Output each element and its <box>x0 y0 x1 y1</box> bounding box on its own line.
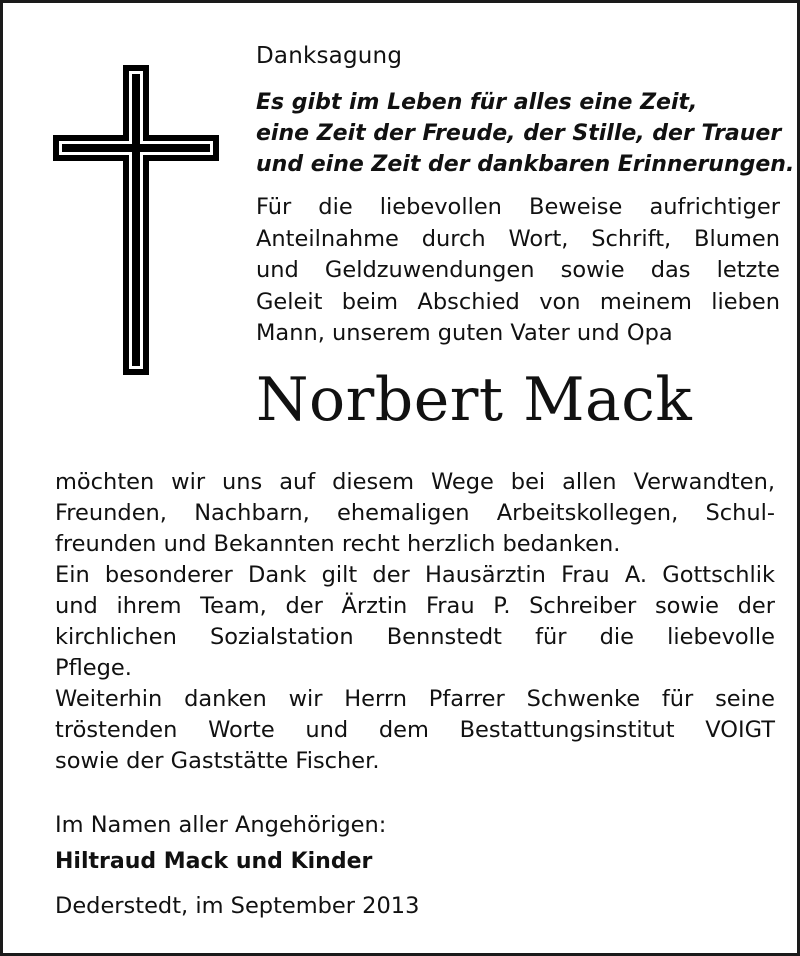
closing-line: Im Namen aller Angehörigen: <box>55 812 387 838</box>
verse <box>256 87 795 180</box>
body-line: Freunden, Nachbarn, ehemaligen Arbeitskollegen, Schul- <box>55 500 775 526</box>
body-line: kirchlichen Sozialstation Bennstedt für die liebevolle <box>55 624 775 650</box>
body-line: und ihrem Team, der Ärztin Frau P. Schreiber sowie der <box>55 593 775 619</box>
body-line: Ein besonderer Dank gilt der Hausärztin Frau A. Gottschlik <box>55 562 775 588</box>
body-paragraph <box>55 467 775 777</box>
body-line: Weiterhin danken wir Herrn Pfarrer Schwenke für seine <box>55 686 775 712</box>
body-line: freunden und Bekannten recht herzlich bedanken. <box>55 531 621 557</box>
notice-heading: Danksagung <box>256 43 403 69</box>
intro-line: Mann, unserem guten Vater und Opa <box>256 320 673 346</box>
intro-line: und Geldzuwendungen sowie das letzte <box>256 257 780 283</box>
verse-line: und eine Zeit der dankbaren Erinnerungen. <box>256 152 795 177</box>
body-line: tröstenden Worte und dem Bestattungsinstitut VOIGT <box>55 717 775 743</box>
signature: Hiltraud Mack und Kinder <box>55 849 373 874</box>
place-date: Dederstedt, im September 2013 <box>55 893 420 919</box>
intro-line: Für die liebevollen Beweise aufrichtiger <box>256 194 780 220</box>
intro-line: Anteilnahme durch Wort, Schrift, Blumen <box>256 225 780 252</box>
body-line: Pflege. <box>55 655 132 681</box>
body-line: möchten wir uns auf diesem Wege bei allen Verwandten, <box>55 469 775 495</box>
deceased-name: Norbert Mack <box>256 365 693 435</box>
intro-line: Geleit beim Abschied von meinem lieben <box>256 288 780 315</box>
verse-line: eine Zeit der Freude, der Stille, der Trauer <box>256 121 782 146</box>
intro-paragraph <box>256 192 780 350</box>
body-line: sowie der Gaststätte Fischer. <box>55 748 380 774</box>
verse-line: Es gibt im Leben für alles eine Zeit, <box>256 90 698 115</box>
cross-icon <box>53 65 219 375</box>
